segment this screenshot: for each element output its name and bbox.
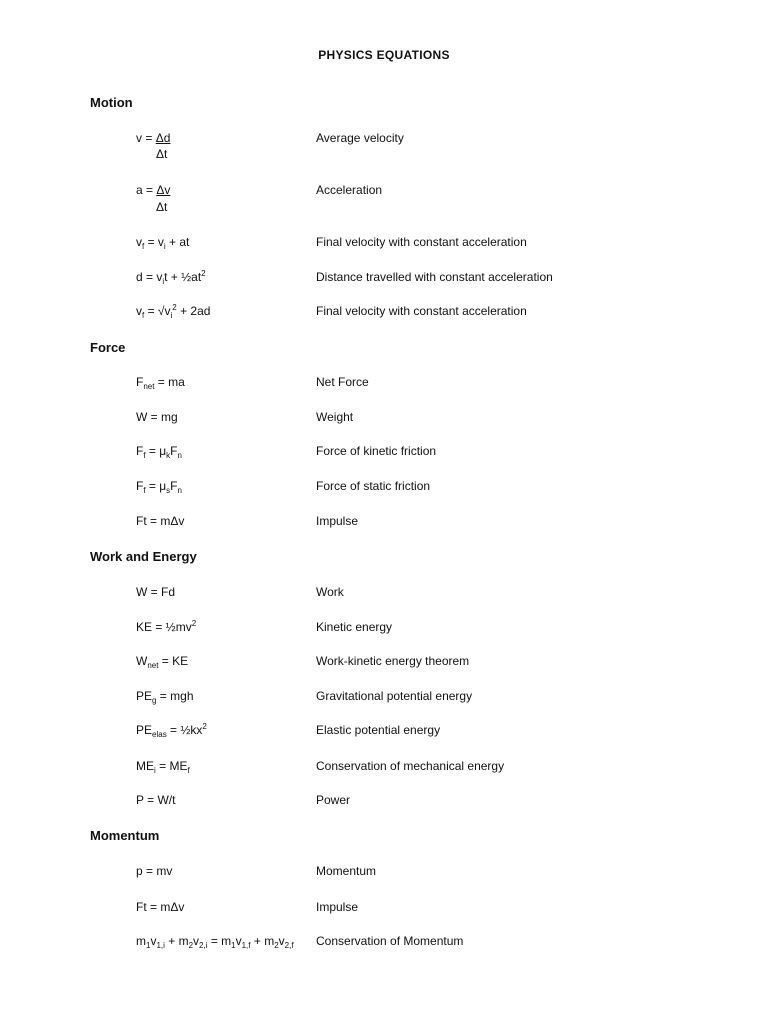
equation-elastic-pe: $PE_{elas}$ = $\frac{1}{2}kx^2$ <box>136 722 207 739</box>
section-heading-force: Force <box>90 340 126 355</box>
description-work: Work <box>316 585 344 599</box>
description-work-kinetic-energy: Work-kinetic energy theorem <box>316 654 470 668</box>
equation-conservation-momentum: $m_1v_{1,i} + m_2v_{2,i} = m_1v_{1,f} + m_2v_{2,f}$ <box>136 934 294 950</box>
description-final-velocity-squared: Final velocity with constant acceleration <box>316 304 527 318</box>
equation-kinetic-friction: $F_f = \mu_kF_n$ <box>136 444 182 460</box>
description-distance: Distance travelled with constant acceleration <box>316 270 553 284</box>
page-title: PHYSICS EQUATIONS <box>318 48 450 62</box>
equation-power: P = W/t <box>136 793 176 807</box>
description-acceleration: Acceleration <box>316 183 383 197</box>
equation-kinetic-energy: KE = $\frac{1}{2}mv^2$ <box>136 619 197 634</box>
description-elastic-pe: Elastic potential energy <box>316 723 441 737</box>
description-conservation-momentum: Conservation of Momentum <box>316 934 464 948</box>
description-mechanical-energy: Conservation of mechanical energy <box>316 759 505 773</box>
description-static-friction: Force of static friction <box>316 479 431 493</box>
equation-mechanical-energy: $ME_i = ME_f$ <box>136 759 190 775</box>
equation-average-velocity-denominator: Δt <box>156 147 168 161</box>
description-momentum: Momentum <box>316 864 377 878</box>
equation-work: W = Fd <box>136 585 176 599</box>
section-heading-momentum: Momentum <box>90 828 160 843</box>
description-final-velocity: Final velocity with constant acceleration <box>316 235 527 249</box>
equation-acceleration-denominator: Δt <box>156 200 168 214</box>
equation-distance: $d = v_it$ + $\frac{1}{2}at^2$ <box>136 269 206 286</box>
equation-impulse-momentum: Ft = mΔv <box>136 900 185 914</box>
description-kinetic-friction: Force of kinetic friction <box>316 444 437 458</box>
description-kinetic-energy: Kinetic energy <box>316 620 393 634</box>
equation-final-velocity: $v_f = v_i$ + at <box>136 235 190 251</box>
equation-momentum: p = mv <box>136 864 173 878</box>
description-weight: Weight <box>316 410 354 424</box>
equation-gravitational-pe: $PE_g$ = mgh <box>136 689 194 705</box>
description-impulse-momentum: Impulse <box>316 900 359 914</box>
description-net-force: Net Force <box>316 375 369 389</box>
description-gravitational-pe: Gravitational potential energy <box>316 689 473 703</box>
equation-weight: W = mg <box>136 410 178 424</box>
equation-acceleration: a = Δv <box>136 183 171 197</box>
section-heading-work-energy: Work and Energy <box>90 549 197 564</box>
description-power: Power <box>316 793 351 807</box>
equation-average-velocity: v = Δd <box>136 131 171 145</box>
section-heading-motion: Motion <box>90 95 133 110</box>
equation-static-friction: $F_f = \mu_sF_n$ <box>136 479 182 495</box>
description-impulse-force: Impulse <box>316 514 359 528</box>
equation-work-kinetic-energy: $W_{net}$ = KE <box>136 654 189 670</box>
description-average-velocity: Average velocity <box>316 131 404 145</box>
equation-net-force: $F_{net}$ = ma <box>136 375 185 391</box>
equation-impulse-force: Ft = mΔv <box>136 514 185 528</box>
equation-final-velocity-squared: $v_f = √v_i^2 + 2ad$ <box>136 303 211 320</box>
